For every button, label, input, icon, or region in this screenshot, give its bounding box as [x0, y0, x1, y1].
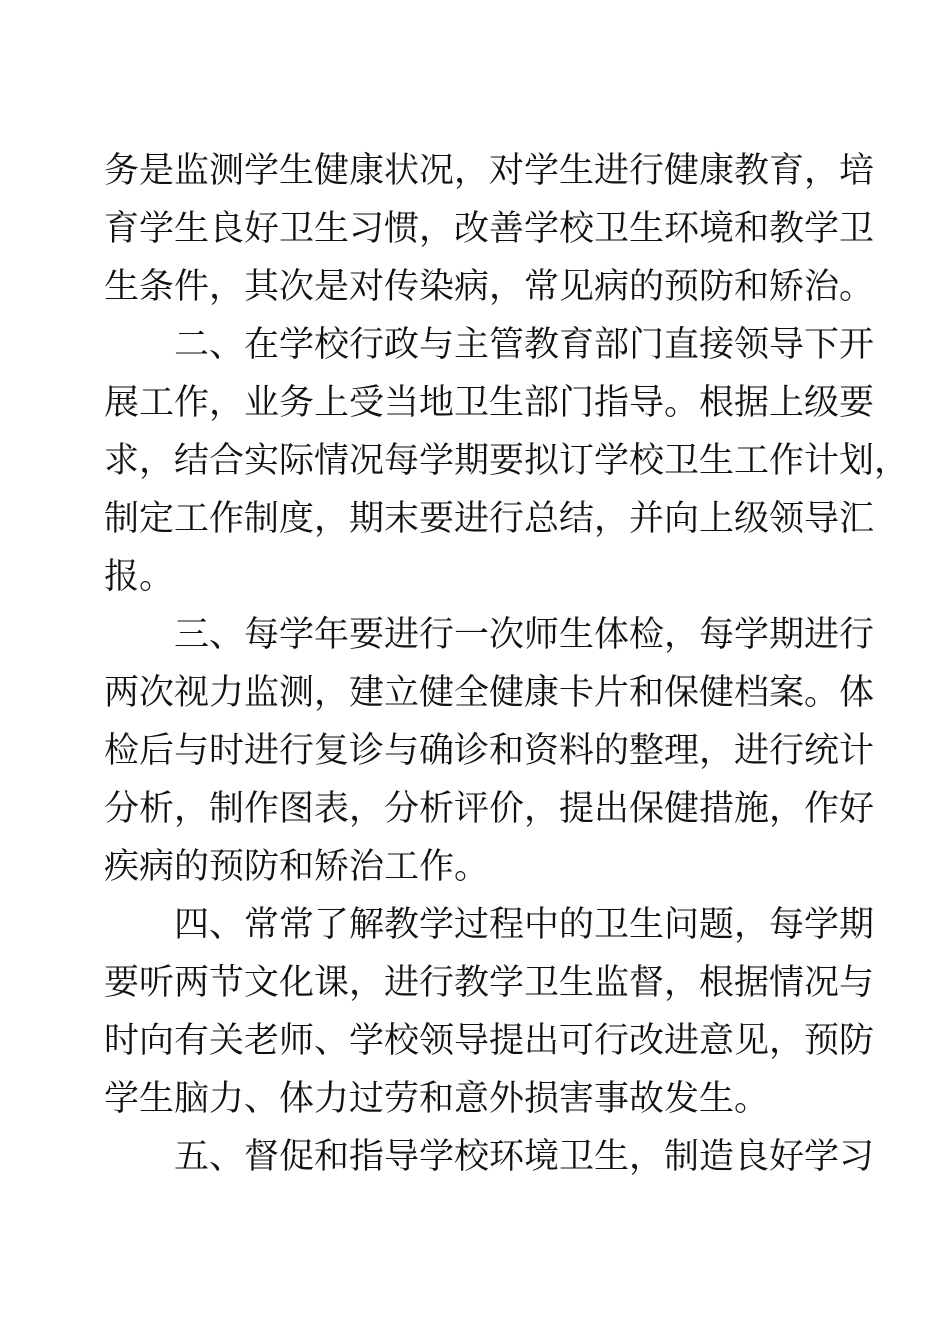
text-line: 四、常常了解教学过程中的卫生问题，每学期 [174, 905, 875, 945]
text-line: 制定工作制度，期末要进行总结，并向上级领导汇 [104, 499, 875, 539]
paragraph-continued [104, 142, 875, 316]
text-line: 疾病的预防和矫治工作。 [104, 847, 490, 887]
paragraph-item-2 [104, 316, 910, 606]
text-line: 求，结合实际情况每学期要拟订学校卫生工作计划， [104, 441, 910, 481]
text-line: 时向有关老师、学校领导提出可行改进意见，预防 [104, 1021, 875, 1061]
text-line: 要听两节文化课，进行教学卫生监督，根据情况与 [104, 963, 875, 1003]
paragraph-item-5 [104, 1128, 875, 1186]
text-line: 务是监测学生健康状况，对学生进行健康教育，培 [104, 151, 875, 191]
text-line: 育学生良好卫生习惯，改善学校卫生环境和教学卫 [104, 209, 875, 249]
text-line: 五、督促和指导学校环境卫生，制造良好学习 [174, 1137, 875, 1177]
text-line: 三、每学年要进行一次师生体检，每学期进行 [174, 615, 875, 655]
text-line: 学生脑力、体力过劳和意外损害事故发生。 [104, 1079, 770, 1119]
paragraph-item-3 [104, 606, 875, 896]
text-line: 检后与时进行复诊与确诊和资料的整理，进行统计 [104, 731, 875, 771]
text-line: 生条件，其次是对传染病，常见病的预防和矫治。 [104, 267, 875, 307]
text-line: 展工作，业务上受当地卫生部门指导。根据上级要 [104, 383, 875, 423]
paragraph-item-4 [104, 896, 875, 1128]
text-line: 报。 [104, 557, 175, 597]
text-line: 两次视力监测，建立健全健康卡片和保健档案。体 [104, 673, 875, 713]
text-line: 二、在学校行政与主管教育部门直接领导下开 [174, 325, 875, 365]
document-body [104, 142, 910, 1186]
text-line: 分析，制作图表，分析评价，提出保健措施，作好 [104, 789, 875, 829]
